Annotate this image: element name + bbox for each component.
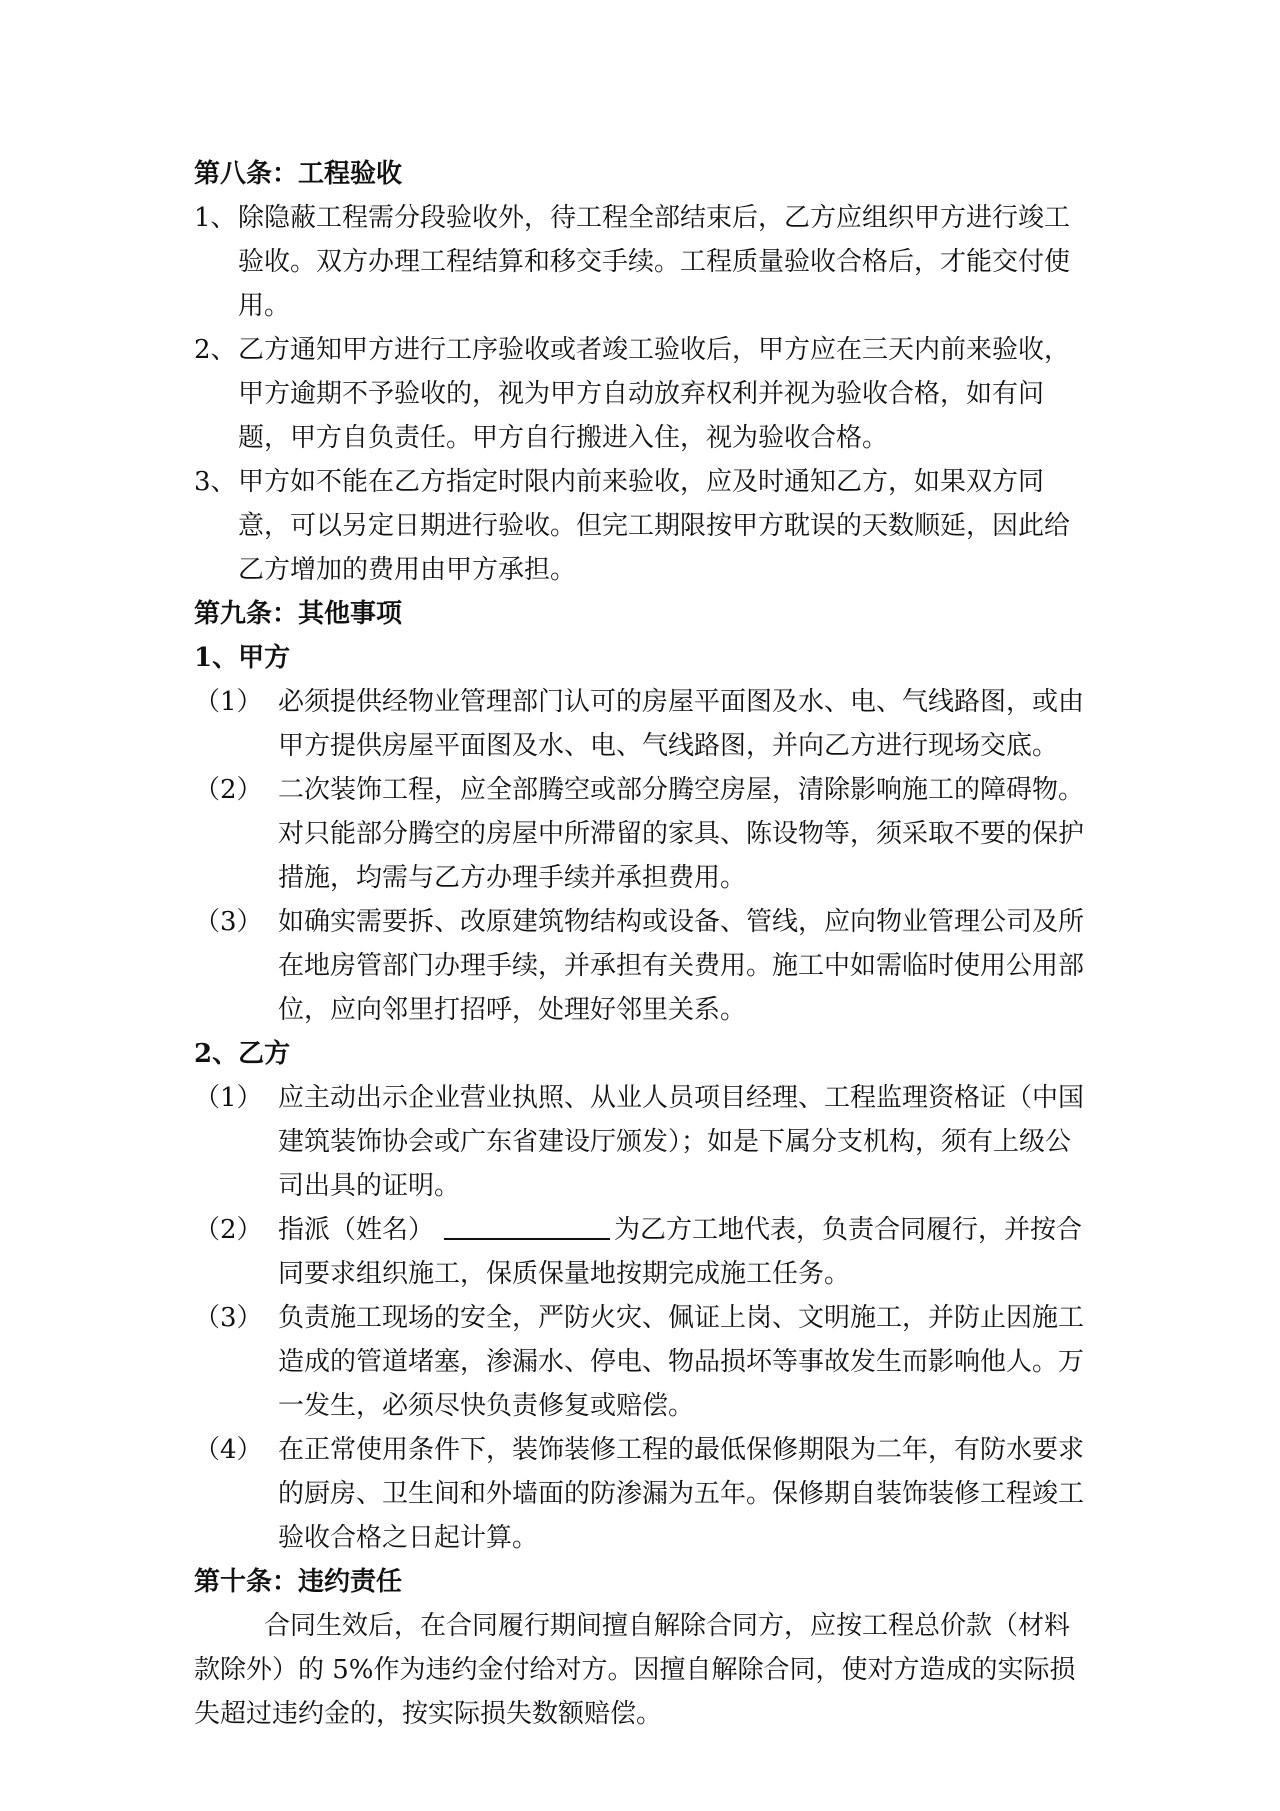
article-9-title: 第九条：其他事项	[194, 599, 403, 629]
article-8-title: 第八条：工程验收	[194, 159, 403, 189]
item-text: 在正常使用条件下，装饰装修工程的最低保修期限为二年，有防水要求的厨房、卫生间和外墙面的防渗漏为五年。保修期自装饰装修工程竣工验收合格之日起计算。	[278, 1435, 1085, 1553]
item-number: （4）	[194, 1435, 263, 1465]
item-number: （3）	[194, 1303, 263, 1333]
item-text: 除隐蔽工程需分段验收外，待工程全部结束后，乙方应组织甲方进行竣工验收。双方办理工程结算和移交手续。工程质量验收合格后，才能交付使用。	[238, 203, 1071, 321]
item-number: 2、	[194, 335, 237, 365]
party-a-item-1	[194, 680, 1094, 768]
item-number: （2）	[194, 775, 263, 805]
item-text: 如确实需要拆、改原建筑物结构或设备、管线，应向物业管理公司及所在地房管部门办理手续，并承担有关费用。施工中如需临时使用公用部位，应向邻里打招呼，处理好邻里关系。	[278, 907, 1085, 1025]
representative-name-blank[interactable]	[444, 1212, 610, 1240]
item-number: 3、	[194, 467, 237, 497]
party-b-item-4	[194, 1428, 1094, 1560]
article-8-item-2	[194, 328, 1094, 460]
item-text: 应主动出示企业营业执照、从业人员项目经理、工程监理资格证（中国建筑装饰协会或广东省建设厅颁发）；如是下属分支机构，须有上级公司出具的证明。	[278, 1083, 1085, 1201]
article-10-title: 第十条：违约责任	[194, 1567, 403, 1597]
item-text: 必须提供经物业管理部门认可的房屋平面图及水、电、气线路图，或由甲方提供房屋平面图及水、电、气线路图，并向乙方进行现场交底。	[278, 687, 1085, 761]
party-a-item-2	[194, 768, 1094, 900]
article-8-item-1	[194, 196, 1094, 328]
party-a-item-3	[194, 900, 1094, 1032]
item-text-after-blank: 为乙方工地代表，负责合同履行，并按合同要求组织施工，保质保量地按期完成施工任务。	[278, 1215, 1083, 1289]
item-text: 负责施工现场的安全，严防火灾、佩证上岗、文明施工，并防止因施工造成的管道堵塞，渗漏水、停电、物品损坏等事故发生而影响他人。万一发生，必须尽快负责修复或赔偿。	[278, 1303, 1085, 1421]
item-number: （2）	[194, 1215, 263, 1245]
party-b-item-2	[194, 1208, 1094, 1296]
item-number: （1）	[194, 687, 263, 717]
article-10-text: 合同生效后，在合同履行期间擅自解除合同方，应按工程总价款（材料款除外）的 5%作为违约金付给对方。因擅自解除合同，使对方造成的实际损失超过违约金的，按实际损失数额赔偿。	[194, 1611, 1076, 1729]
party-b-item-1	[194, 1076, 1094, 1208]
item-text: 甲方如不能在乙方指定时限内前来验收，应及时通知乙方，如果双方同意，可以另定日期进行验收。但完工期限按甲方耽误的天数顺延，因此给乙方增加的费用由甲方承担。	[238, 467, 1071, 585]
party-a-title: 1、甲方	[194, 643, 291, 673]
party-b-item-3	[194, 1296, 1094, 1428]
item-text: 二次装饰工程，应全部腾空或部分腾空房屋，清除影响施工的障碍物。对只能部分腾空的房屋中所滞留的家具、陈设物等，须采取不要的保护措施，均需与乙方办理手续并承担费用。	[278, 775, 1085, 893]
item-text: 乙方通知甲方进行工序验收或者竣工验收后，甲方应在三天内前来验收，甲方逾期不予验收的，视为甲方自动放弃权利并视为验收合格，如有问题，甲方自负责任。甲方自行搬进入住，视为验收合格。	[238, 335, 1071, 453]
item-number: 1、	[194, 203, 237, 233]
item-number: （3）	[194, 907, 263, 937]
article-8-item-3	[194, 460, 1094, 592]
party-b-title: 2、乙方	[194, 1039, 291, 1069]
item-number: （1）	[194, 1083, 263, 1113]
item-text-before-blank: 指派（姓名）	[278, 1215, 435, 1245]
document-page	[194, 152, 1094, 1736]
